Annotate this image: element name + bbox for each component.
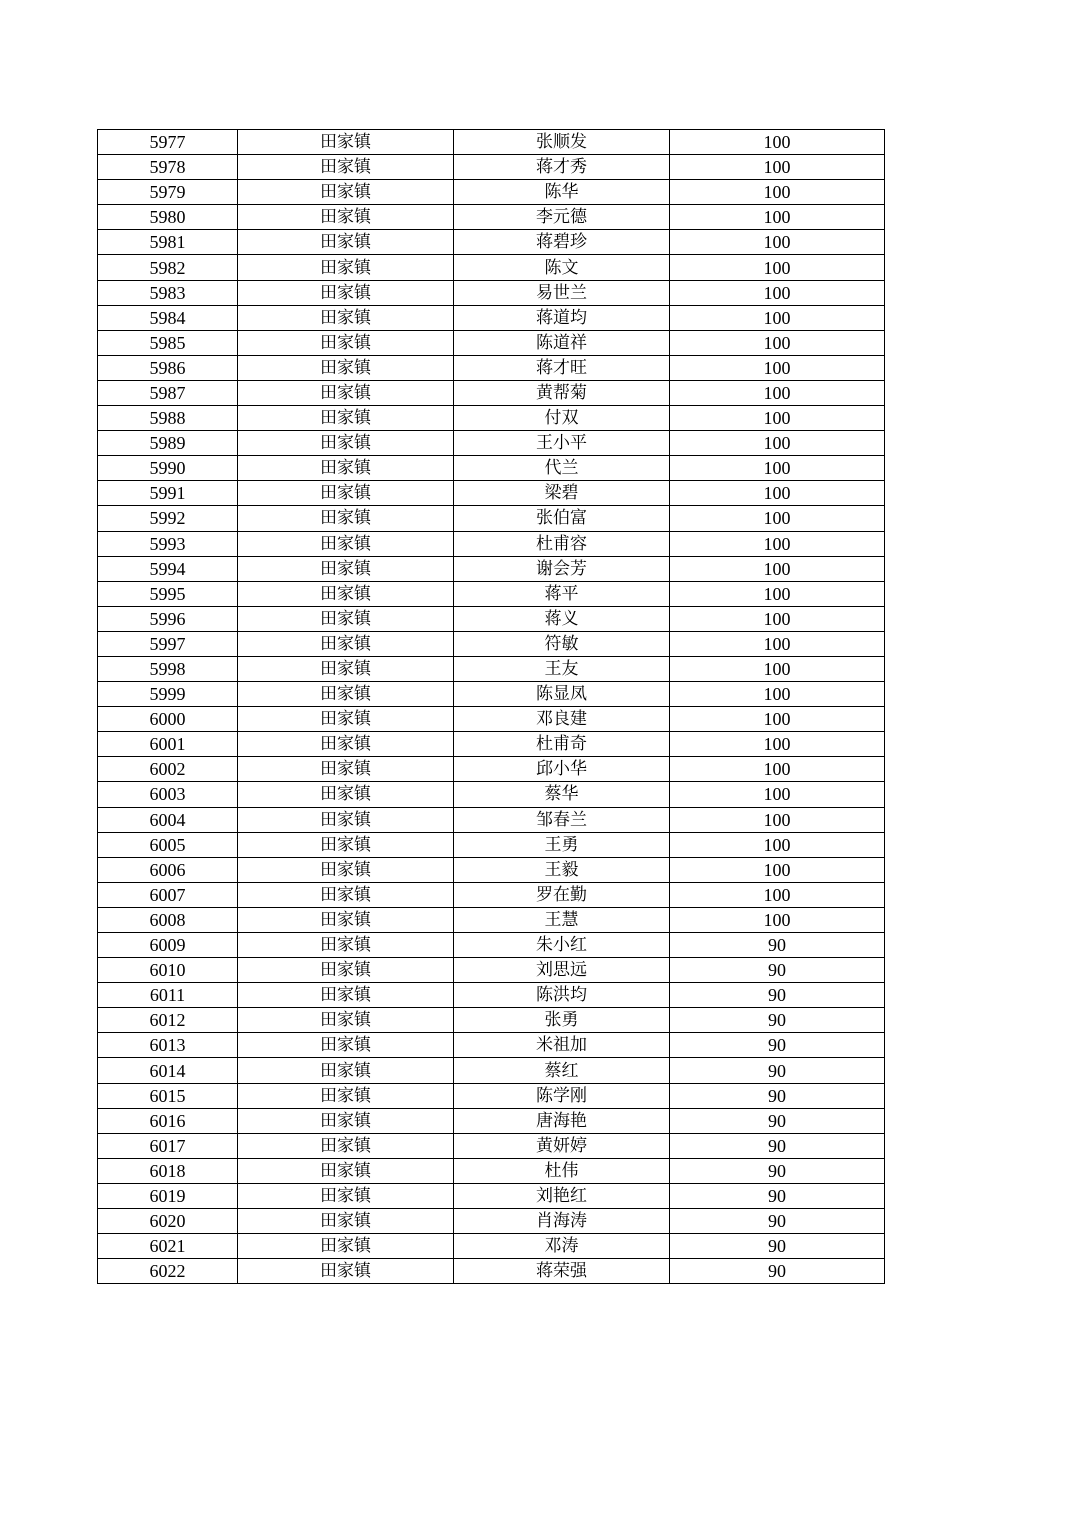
serial-number-cell: 5997 [98,631,238,656]
town-cell: 田家镇 [238,155,454,180]
person-name-cell: 蒋平 [454,581,670,606]
amount-cell: 100 [670,481,885,506]
person-name-cell: 陈文 [454,255,670,280]
table-row [98,757,885,782]
serial-number-cell: 6017 [98,1133,238,1158]
person-name-cell: 付双 [454,406,670,431]
amount-cell: 90 [670,983,885,1008]
serial-number-cell: 5996 [98,606,238,631]
person-name-cell: 蒋才秀 [454,155,670,180]
town-cell: 田家镇 [238,707,454,732]
table-row [98,581,885,606]
table-row [98,983,885,1008]
person-name-cell: 罗在勤 [454,882,670,907]
amount-cell: 100 [670,406,885,431]
table-row [98,1234,885,1259]
table-row [98,305,885,330]
serial-number-cell: 6010 [98,958,238,983]
serial-number-cell: 6018 [98,1158,238,1183]
table-row [98,130,885,155]
serial-number-cell: 6000 [98,707,238,732]
town-cell: 田家镇 [238,983,454,1008]
town-cell: 田家镇 [238,732,454,757]
amount-cell: 90 [670,1133,885,1158]
person-name-cell: 张勇 [454,1008,670,1033]
amount-cell: 100 [670,305,885,330]
serial-number-cell: 5985 [98,330,238,355]
town-cell: 田家镇 [238,305,454,330]
table-row [98,1183,885,1208]
serial-number-cell: 6012 [98,1008,238,1033]
serial-number-cell: 5986 [98,355,238,380]
person-name-cell: 唐海艳 [454,1108,670,1133]
table-row [98,456,885,481]
amount-cell: 100 [670,456,885,481]
town-cell: 田家镇 [238,782,454,807]
town-cell: 田家镇 [238,757,454,782]
town-cell: 田家镇 [238,907,454,932]
amount-cell: 100 [670,631,885,656]
town-cell: 田家镇 [238,857,454,882]
person-name-cell: 邹春兰 [454,807,670,832]
serial-number-cell: 6002 [98,757,238,782]
amount-cell: 100 [670,732,885,757]
table-row [98,832,885,857]
town-cell: 田家镇 [238,882,454,907]
serial-number-cell: 6021 [98,1234,238,1259]
table-row [98,656,885,681]
amount-cell: 90 [670,1083,885,1108]
table-row [98,155,885,180]
amount-cell: 100 [670,782,885,807]
town-cell: 田家镇 [238,406,454,431]
amount-cell: 90 [670,1108,885,1133]
person-name-cell: 王友 [454,656,670,681]
amount-cell: 100 [670,255,885,280]
table-row [98,807,885,832]
amount-cell: 100 [670,380,885,405]
person-name-cell: 陈道祥 [454,330,670,355]
person-name-cell: 符敏 [454,631,670,656]
serial-number-cell: 6008 [98,907,238,932]
person-name-cell: 邓良建 [454,707,670,732]
town-cell: 田家镇 [238,355,454,380]
serial-number-cell: 6007 [98,882,238,907]
table-row [98,907,885,932]
roster-table-body [98,130,885,1284]
amount-cell: 100 [670,707,885,732]
town-cell: 田家镇 [238,380,454,405]
person-name-cell: 陈华 [454,180,670,205]
amount-cell: 100 [670,832,885,857]
serial-number-cell: 6006 [98,857,238,882]
serial-number-cell: 6003 [98,782,238,807]
person-name-cell: 蒋碧珍 [454,230,670,255]
serial-number-cell: 5998 [98,656,238,681]
table-row [98,1058,885,1083]
amount-cell: 100 [670,581,885,606]
town-cell: 田家镇 [238,506,454,531]
serial-number-cell: 5991 [98,481,238,506]
amount-cell: 100 [670,205,885,230]
amount-cell: 90 [670,1033,885,1058]
table-row [98,556,885,581]
table-row [98,506,885,531]
serial-number-cell: 6020 [98,1209,238,1234]
town-cell: 田家镇 [238,631,454,656]
person-name-cell: 蔡红 [454,1058,670,1083]
table-row [98,380,885,405]
person-name-cell: 杜甫容 [454,531,670,556]
town-cell: 田家镇 [238,556,454,581]
serial-number-cell: 6004 [98,807,238,832]
person-name-cell: 王小平 [454,431,670,456]
amount-cell: 100 [670,531,885,556]
person-name-cell: 易世兰 [454,280,670,305]
town-cell: 田家镇 [238,205,454,230]
serial-number-cell: 5987 [98,380,238,405]
town-cell: 田家镇 [238,933,454,958]
person-name-cell: 王勇 [454,832,670,857]
amount-cell: 100 [670,907,885,932]
serial-number-cell: 6011 [98,983,238,1008]
person-name-cell: 陈学刚 [454,1083,670,1108]
person-name-cell: 梁碧 [454,481,670,506]
amount-cell: 100 [670,656,885,681]
town-cell: 田家镇 [238,1008,454,1033]
serial-number-cell: 5989 [98,431,238,456]
serial-number-cell: 6005 [98,832,238,857]
person-name-cell: 米祖加 [454,1033,670,1058]
person-name-cell: 代兰 [454,456,670,481]
person-name-cell: 张顺发 [454,130,670,155]
person-name-cell: 谢会芳 [454,556,670,581]
person-name-cell: 蒋才旺 [454,355,670,380]
amount-cell: 90 [670,1058,885,1083]
person-name-cell: 王慧 [454,907,670,932]
person-name-cell: 王毅 [454,857,670,882]
person-name-cell: 杜甫奇 [454,732,670,757]
table-row [98,1209,885,1234]
table-row [98,1033,885,1058]
town-cell: 田家镇 [238,456,454,481]
amount-cell: 100 [670,606,885,631]
table-row [98,782,885,807]
table-row [98,857,885,882]
town-cell: 田家镇 [238,807,454,832]
town-cell: 田家镇 [238,656,454,681]
table-row [98,933,885,958]
amount-cell: 100 [670,857,885,882]
table-row [98,682,885,707]
serial-number-cell: 6015 [98,1083,238,1108]
amount-cell: 100 [670,506,885,531]
amount-cell: 100 [670,330,885,355]
serial-number-cell: 6022 [98,1259,238,1284]
person-name-cell: 黄帮菊 [454,380,670,405]
table-row [98,230,885,255]
amount-cell: 90 [670,1259,885,1284]
town-cell: 田家镇 [238,1234,454,1259]
amount-cell: 100 [670,431,885,456]
serial-number-cell: 6013 [98,1033,238,1058]
amount-cell: 100 [670,807,885,832]
person-name-cell: 肖海涛 [454,1209,670,1234]
serial-number-cell: 5992 [98,506,238,531]
serial-number-cell: 5982 [98,255,238,280]
table-row [98,205,885,230]
serial-number-cell: 6001 [98,732,238,757]
serial-number-cell: 5995 [98,581,238,606]
serial-number-cell: 5981 [98,230,238,255]
table-row [98,1259,885,1284]
roster-sheet [97,129,885,1284]
town-cell: 田家镇 [238,230,454,255]
serial-number-cell: 5984 [98,305,238,330]
person-name-cell: 刘思远 [454,958,670,983]
person-name-cell: 杜伟 [454,1158,670,1183]
town-cell: 田家镇 [238,431,454,456]
amount-cell: 100 [670,757,885,782]
person-name-cell: 张伯富 [454,506,670,531]
serial-number-cell: 5980 [98,205,238,230]
amount-cell: 100 [670,882,885,907]
table-row [98,707,885,732]
table-row [98,732,885,757]
town-cell: 田家镇 [238,255,454,280]
amount-cell: 90 [670,1234,885,1259]
table-row [98,1133,885,1158]
serial-number-cell: 5978 [98,155,238,180]
amount-cell: 100 [670,682,885,707]
town-cell: 田家镇 [238,682,454,707]
town-cell: 田家镇 [238,280,454,305]
amount-cell: 90 [670,933,885,958]
town-cell: 田家镇 [238,1209,454,1234]
amount-cell: 100 [670,130,885,155]
amount-cell: 90 [670,1008,885,1033]
roster-table [97,129,885,1284]
table-row [98,255,885,280]
amount-cell: 100 [670,355,885,380]
table-row [98,882,885,907]
table-row [98,431,885,456]
table-row [98,481,885,506]
amount-cell: 100 [670,280,885,305]
town-cell: 田家镇 [238,1083,454,1108]
table-row [98,330,885,355]
person-name-cell: 陈显凤 [454,682,670,707]
person-name-cell: 黄妍婷 [454,1133,670,1158]
amount-cell: 100 [670,180,885,205]
serial-number-cell: 5993 [98,531,238,556]
table-row [98,280,885,305]
town-cell: 田家镇 [238,581,454,606]
town-cell: 田家镇 [238,531,454,556]
amount-cell: 100 [670,230,885,255]
amount-cell: 90 [670,958,885,983]
town-cell: 田家镇 [238,330,454,355]
town-cell: 田家镇 [238,130,454,155]
person-name-cell: 朱小红 [454,933,670,958]
town-cell: 田家镇 [238,606,454,631]
person-name-cell: 刘艳红 [454,1183,670,1208]
table-row [98,631,885,656]
serial-number-cell: 5990 [98,456,238,481]
town-cell: 田家镇 [238,1033,454,1058]
town-cell: 田家镇 [238,1133,454,1158]
town-cell: 田家镇 [238,1058,454,1083]
amount-cell: 90 [670,1183,885,1208]
serial-number-cell: 5994 [98,556,238,581]
serial-number-cell: 5979 [98,180,238,205]
town-cell: 田家镇 [238,958,454,983]
amount-cell: 100 [670,155,885,180]
town-cell: 田家镇 [238,832,454,857]
town-cell: 田家镇 [238,1108,454,1133]
town-cell: 田家镇 [238,1259,454,1284]
serial-number-cell: 6014 [98,1058,238,1083]
table-row [98,958,885,983]
serial-number-cell: 6019 [98,1183,238,1208]
person-name-cell: 蒋荣强 [454,1259,670,1284]
person-name-cell: 蔡华 [454,782,670,807]
table-row [98,1158,885,1183]
amount-cell: 90 [670,1209,885,1234]
person-name-cell: 李元德 [454,205,670,230]
table-row [98,531,885,556]
person-name-cell: 蒋义 [454,606,670,631]
person-name-cell: 邱小华 [454,757,670,782]
table-row [98,1083,885,1108]
serial-number-cell: 5983 [98,280,238,305]
serial-number-cell: 5977 [98,130,238,155]
serial-number-cell: 5999 [98,682,238,707]
person-name-cell: 邓涛 [454,1234,670,1259]
person-name-cell: 蒋道均 [454,305,670,330]
amount-cell: 90 [670,1158,885,1183]
table-row [98,355,885,380]
town-cell: 田家镇 [238,1158,454,1183]
serial-number-cell: 6009 [98,933,238,958]
table-row [98,180,885,205]
person-name-cell: 陈洪均 [454,983,670,1008]
table-row [98,406,885,431]
serial-number-cell: 6016 [98,1108,238,1133]
town-cell: 田家镇 [238,180,454,205]
serial-number-cell: 5988 [98,406,238,431]
town-cell: 田家镇 [238,1183,454,1208]
town-cell: 田家镇 [238,481,454,506]
amount-cell: 100 [670,556,885,581]
table-row [98,1108,885,1133]
table-row [98,606,885,631]
table-row [98,1008,885,1033]
